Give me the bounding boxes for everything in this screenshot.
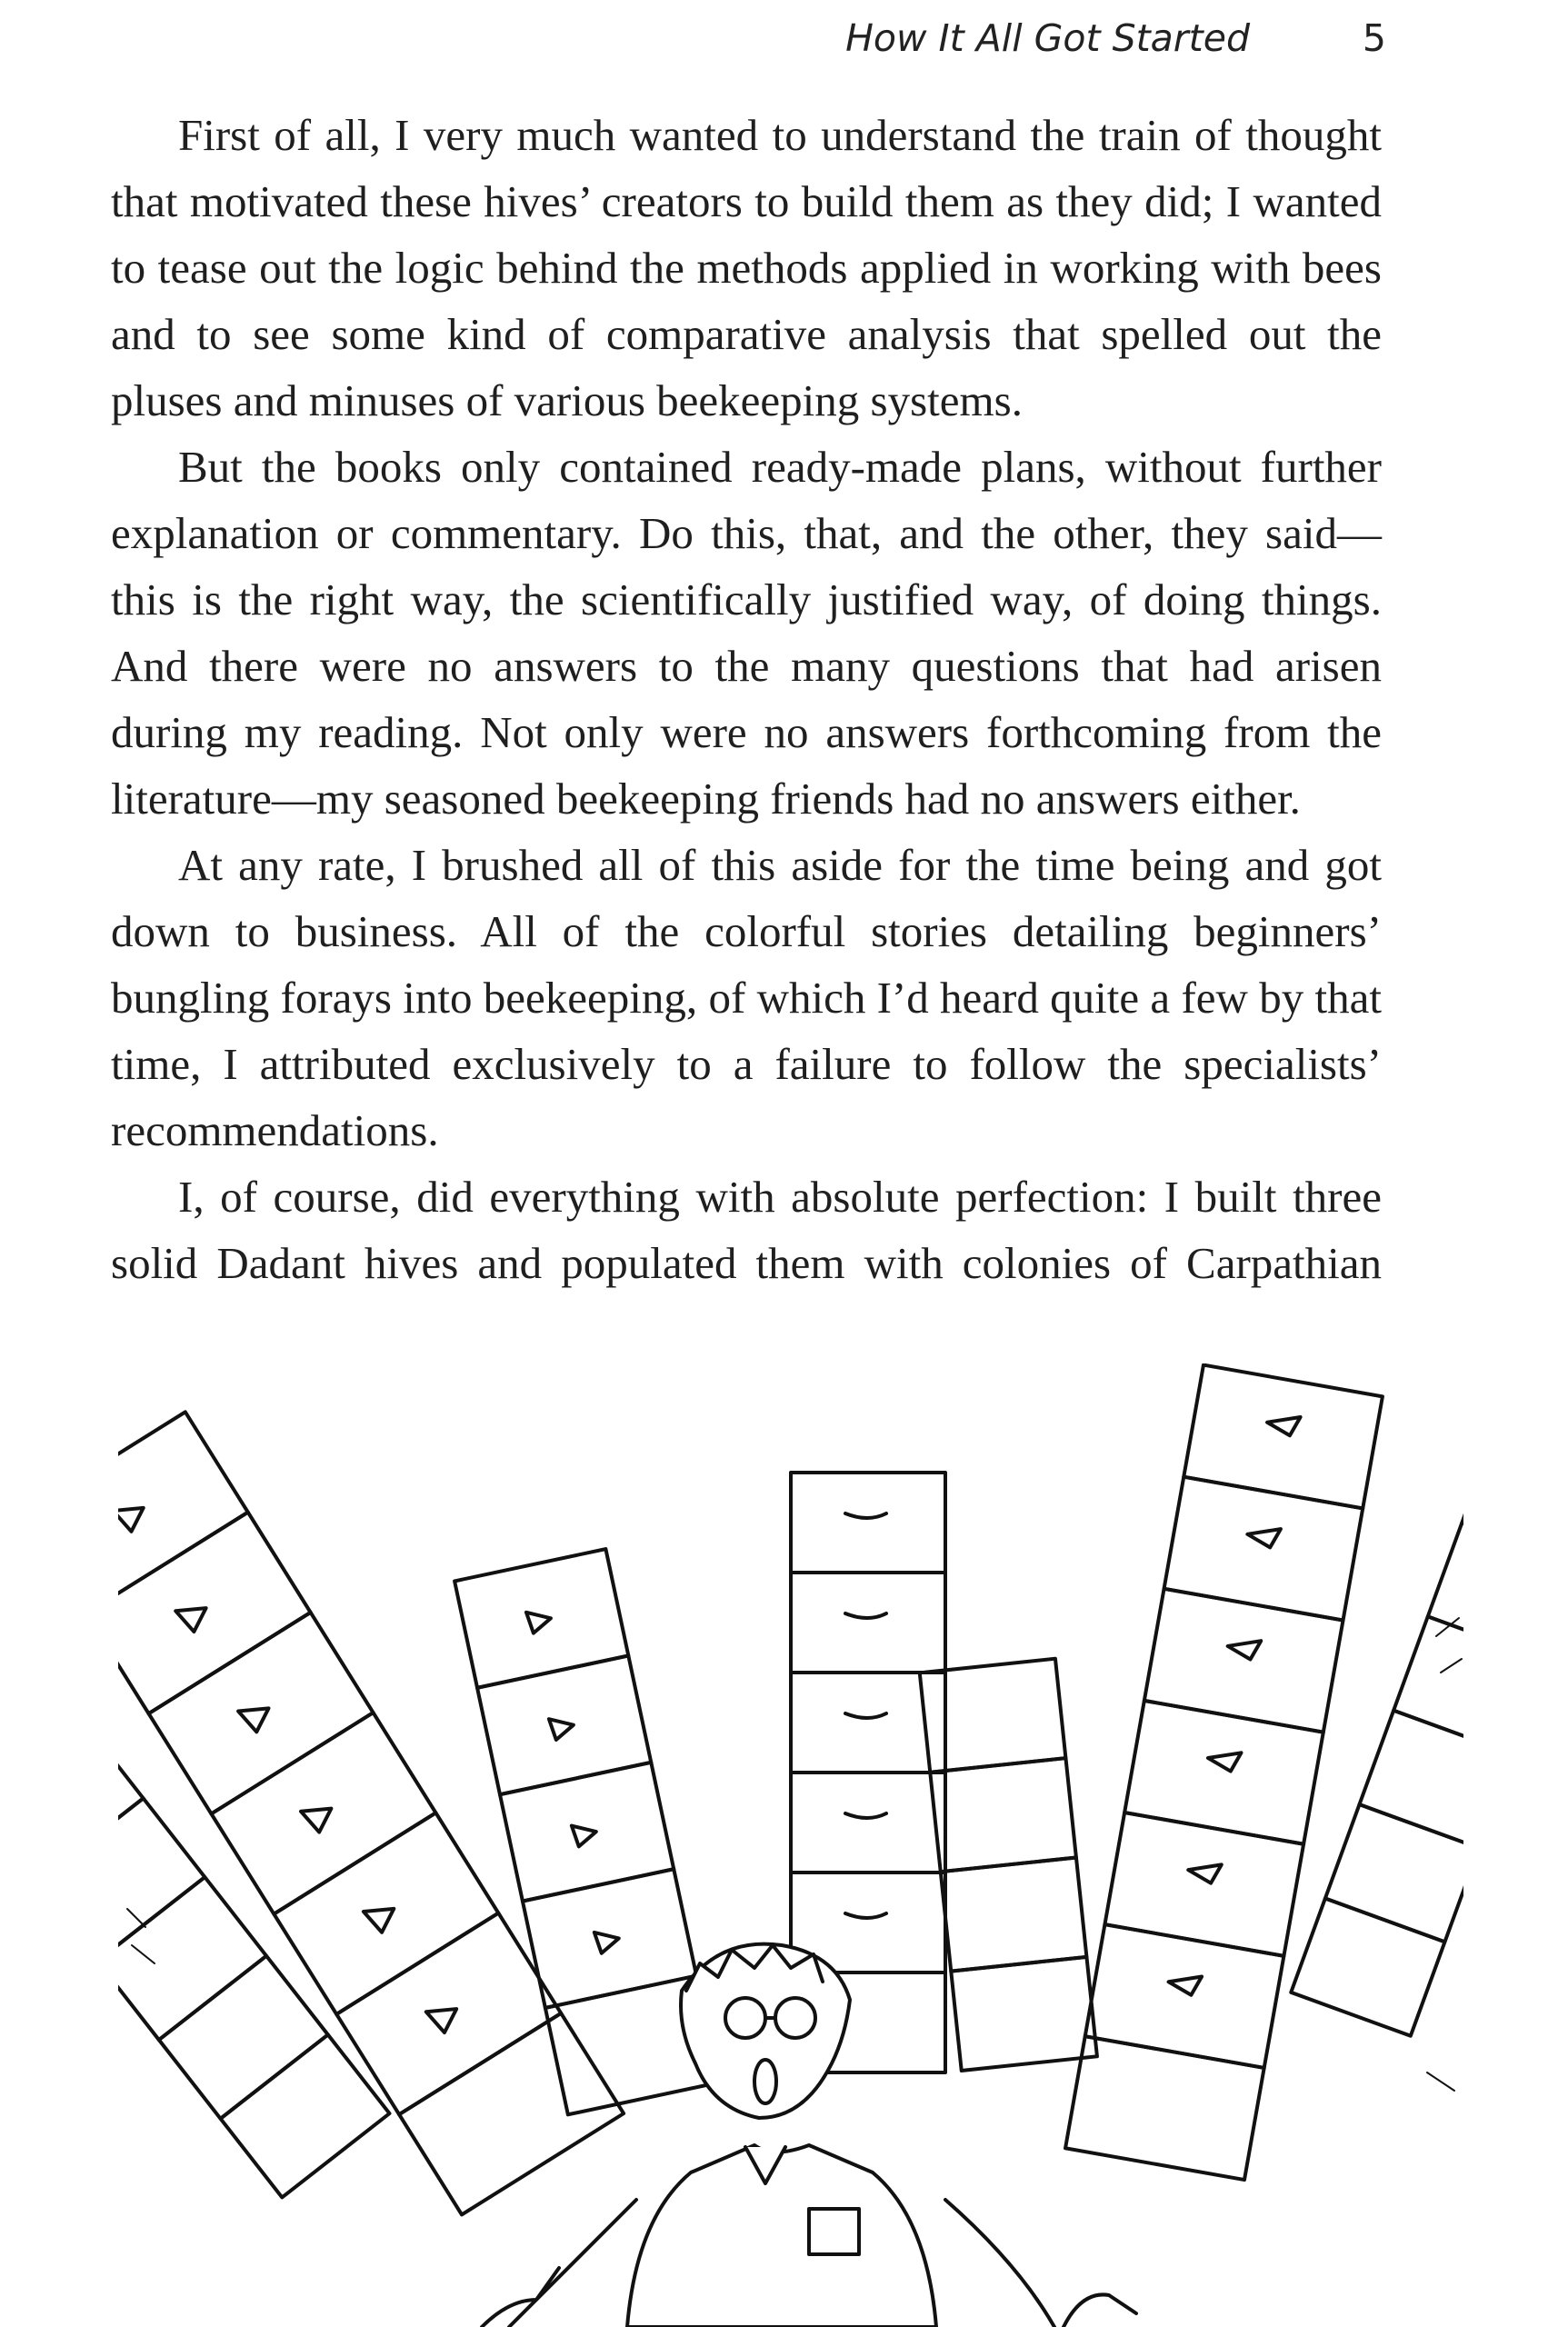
running-title: How It All Got Started — [845, 16, 1250, 60]
body-text — [111, 102, 1382, 1296]
hive-tower-right — [1065, 1365, 1383, 2180]
hive-tower-left-near — [118, 1412, 624, 2214]
paragraph: At any rate, I brushed all of this aside for the time being and got down to business. All of the colorful stories detailing beginners’ bungling forays into beekeeping, of which I’d heard quite a few by that time, I attributed exclusively to a failure to follow the specialists’ recommendations. — [111, 840, 1382, 1155]
illustration-beehives — [118, 1363, 1463, 2327]
running-header — [0, 11, 1568, 65]
paragraph: But the books only contained ready-made plans, without further explanation or commentary. Do this, that, and the other, they said—this is the right way, the scientifically justified way, of doing things. And there were no answers to the many questions that had arisen during my reading. Not only were no answers forthcoming from the literature—my seasoned beekeeping friends had no answers either. — [111, 442, 1382, 824]
beehives-illustration-icon — [118, 1363, 1463, 2327]
paragraph: First of all, I very much wanted to understand the train of thought that motivated these hives’ creators to build them as they did; I wanted to tease out the logic behind the methods applied in working with bees and to see some kind of comparative analysis that spelled out the pluses and minuses of various beekeeping systems. — [111, 110, 1382, 425]
paragraph: I, of course, did everything with absolute perfection: I built three solid Dadant hives and populated them with colonies of Carpathian — [111, 1172, 1382, 1288]
page-number: 5 — [1362, 16, 1386, 60]
hive-tower-center-left — [454, 1549, 719, 2114]
